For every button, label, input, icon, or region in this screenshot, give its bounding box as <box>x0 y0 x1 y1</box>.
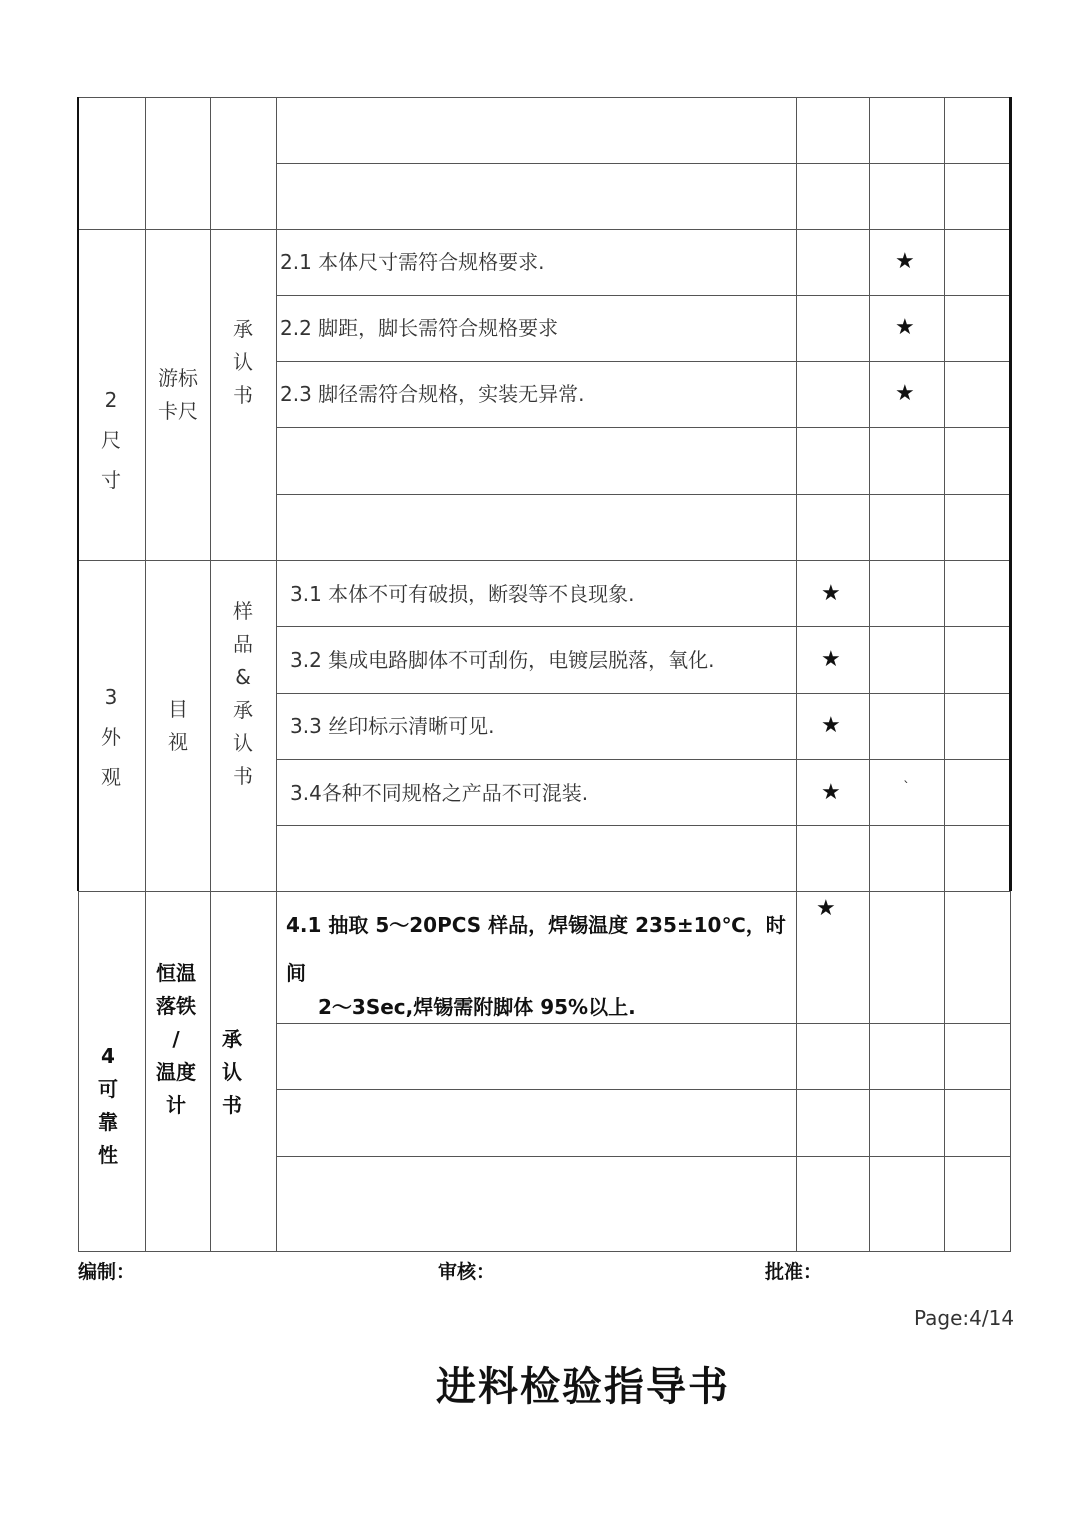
category-cell-size: 2 尺 寸 <box>101 388 121 492</box>
reference-cell: 样 品 & 承 认 书 <box>233 599 253 788</box>
inspection-item-2-1: 2.1 本体尺寸需符合规格要求. <box>280 250 545 274</box>
star-mark: ★ <box>895 249 915 274</box>
inspection-item-3-3: 3.3 丝印标示清晰可见. <box>290 714 495 738</box>
row-line <box>78 560 1011 561</box>
tool-cell-soldering-iron: 恒温 落铁 / 温度 计 <box>156 961 196 1117</box>
star-mark: ★ <box>821 713 841 738</box>
table-right-border-lower <box>1010 891 1011 1251</box>
category-cell-appearance: 3 外 观 <box>101 685 121 789</box>
approved-by-label: 批准： <box>765 1261 823 1283</box>
row-line <box>277 295 1011 296</box>
reviewed-by-label: 审核： <box>438 1261 496 1283</box>
inspection-item-3-2: 3.2 集成电路脚体不可刮伤，电镀层脱落，氧化. <box>290 648 715 672</box>
inspection-item-2-3: 2.3 脚径需符合规格，实装无异常. <box>280 382 585 406</box>
star-mark: ★ <box>895 315 915 340</box>
row-line <box>277 427 1011 428</box>
tool-cell-visual: 目 视 <box>168 697 188 754</box>
row-line <box>78 891 1011 892</box>
row-line <box>277 759 1011 760</box>
col-line <box>210 97 211 1251</box>
table-right-border <box>1009 97 1012 891</box>
row-line <box>277 1089 1011 1090</box>
row-line <box>277 494 1011 495</box>
row-line <box>277 1156 1011 1157</box>
star-mark: ★ <box>816 896 836 921</box>
row-line <box>277 1023 1011 1024</box>
star-mark: ★ <box>895 381 915 406</box>
col-line <box>944 97 945 1251</box>
inspection-item-4-1-detail: 2～3Sec,焊锡需附脚体 95%以上. <box>318 995 636 1019</box>
row-line <box>277 163 1011 164</box>
stray-mark: ` <box>903 780 910 796</box>
inspection-item-2-2: 2.2 脚距，脚长需符合规格要求 <box>280 316 559 340</box>
reference-cell: 承 认 书 <box>233 317 253 407</box>
inspection-item-4-1: 4.1 抽取 5～20PCS 样品，焊锡温度 235±10℃，时 <box>286 913 786 937</box>
document-title: 进料检验指导书 <box>436 1364 730 1410</box>
reference-cell: 承 认 书 <box>222 1027 242 1117</box>
col-line <box>145 97 146 1251</box>
prepared-by-label: 编制： <box>78 1261 136 1283</box>
table-bottom-border <box>78 1251 1011 1252</box>
page-number: Page:4/14 <box>914 1306 1015 1330</box>
inspection-item-4-1-cont: 间 <box>286 961 306 985</box>
table-top-border <box>78 97 1011 98</box>
row-line <box>277 626 1011 627</box>
row-line <box>78 229 1011 230</box>
inspection-item-3-1: 3.1 本体不可有破损，断裂等不良现象. <box>290 582 635 606</box>
star-mark: ★ <box>821 780 841 805</box>
row-line <box>277 825 1011 826</box>
star-mark: ★ <box>821 647 841 672</box>
inspection-item-3-4: 3.4各种不同规格之产品不可混装. <box>290 781 589 805</box>
table-left-border <box>77 97 79 891</box>
row-line <box>277 693 1011 694</box>
col-line <box>276 97 277 1251</box>
tool-cell-caliper: 游标 卡尺 <box>158 366 198 423</box>
row-line <box>277 361 1011 362</box>
table-left-border-lower <box>78 891 79 1251</box>
star-mark: ★ <box>821 581 841 606</box>
col-line <box>796 97 797 1251</box>
category-cell-reliability: 4 可 靠 性 <box>98 1044 118 1167</box>
col-line <box>869 97 870 1251</box>
